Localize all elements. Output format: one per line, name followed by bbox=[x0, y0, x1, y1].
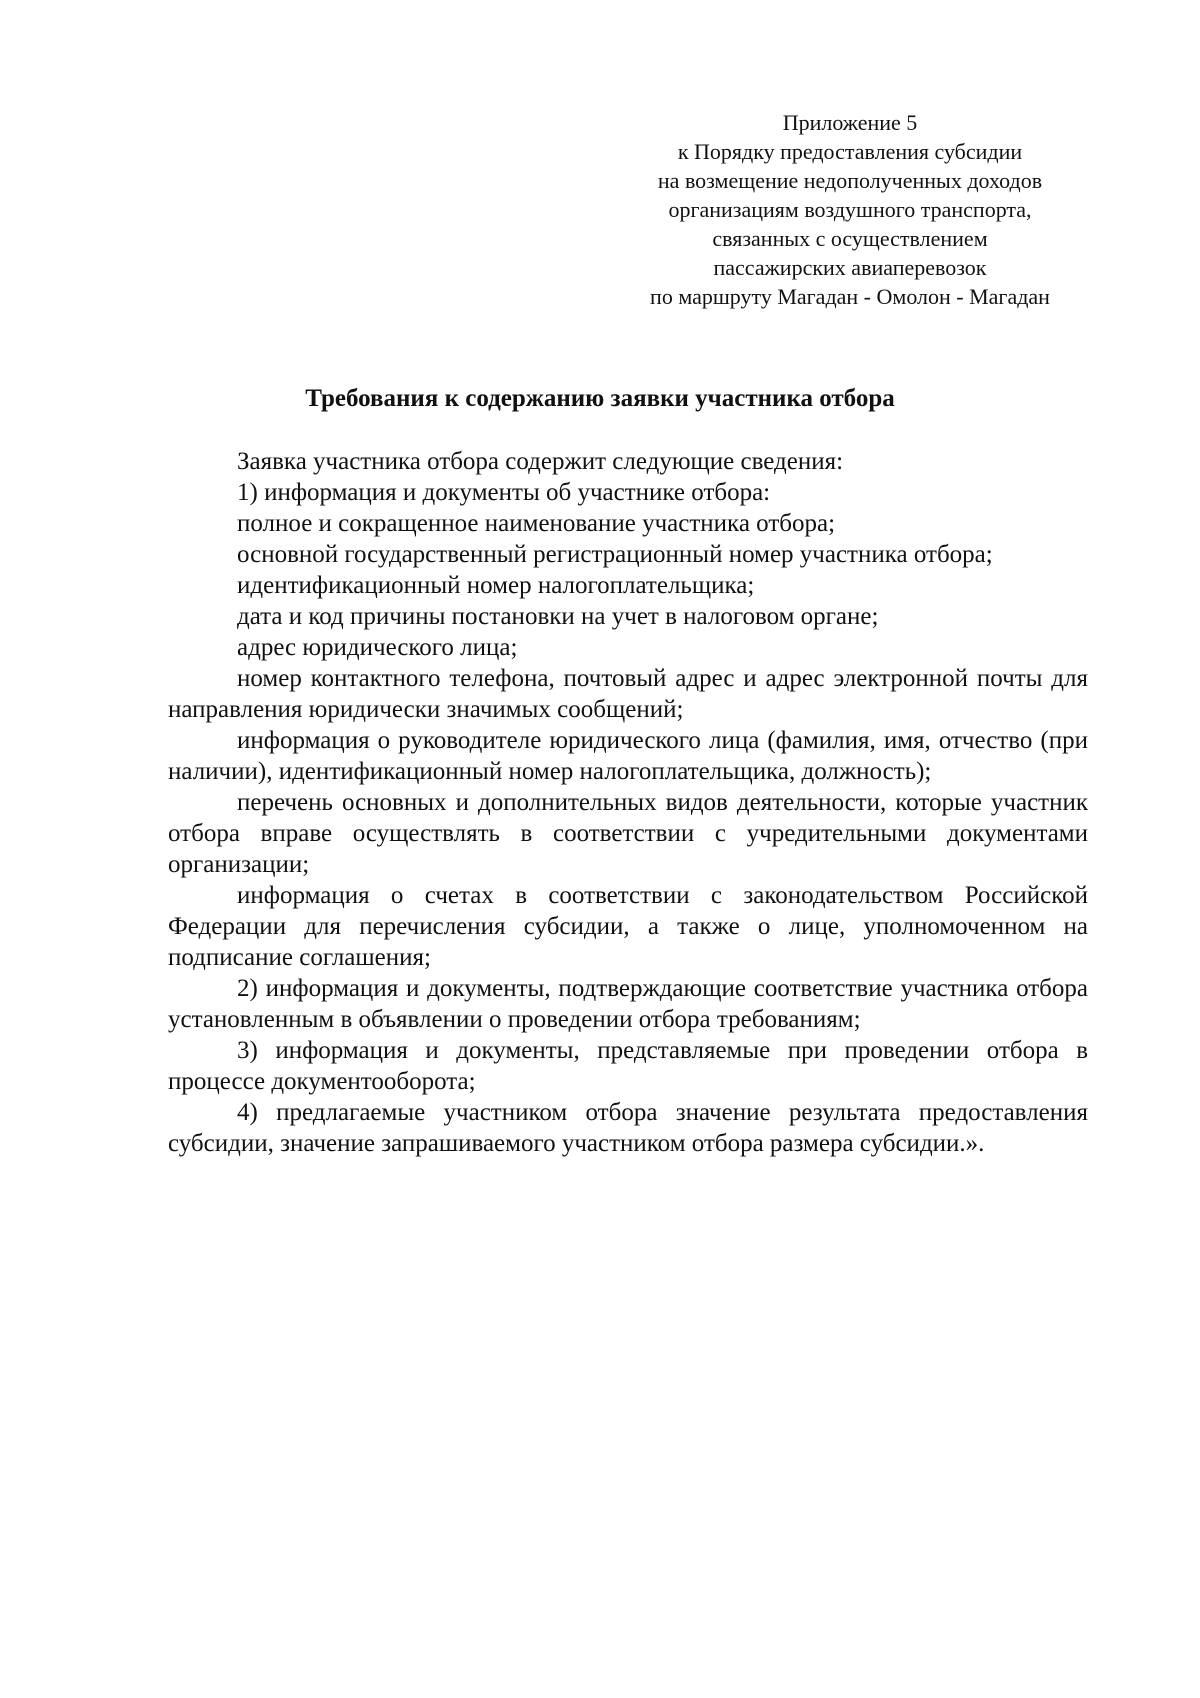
paragraph-activities: перечень основных и дополнительных видов деятельности, которые участник отбора вправе осуществлять в соответствии с учредительными документами организации; bbox=[168, 789, 1088, 878]
appendix-line: по маршруту Магадан - Омолон - Магадан bbox=[650, 284, 1050, 309]
paragraph-accounts: информация о счетах в соответствии с законодательством Российской Федерации для перечисления субсидии, а также о лице, уполномоченном на подписание соглашения; bbox=[168, 882, 1088, 971]
appendix-line: связанных с осуществлением bbox=[712, 226, 988, 251]
item-2-paragraph: 2) информация и документы, подтверждающие соответствие участника отбора установленным в объявлении о проведении отбора требованиям; bbox=[168, 975, 1088, 1033]
document-body bbox=[168, 446, 1088, 1159]
appendix-line: к Порядку предоставления субсидии bbox=[677, 139, 1023, 164]
item-1-line: идентификационный номер налогоплательщика; bbox=[237, 572, 755, 599]
intro-line: Заявка участника отбора содержит следующие сведения: bbox=[237, 448, 844, 475]
paragraph-contact: номер контактного телефона, почтовый адрес и адрес электронной почты для направления юридически значимых сообщений; bbox=[168, 665, 1088, 723]
item-1-line: основной государственный регистрационный номер участника отбора; bbox=[237, 541, 993, 568]
item-3-paragraph: 3) информация и документы, представляемые при проведении отбора в процессе документооборота; bbox=[168, 1037, 1088, 1095]
item-1-heading: 1) информация и документы об участнике отбора: bbox=[237, 479, 771, 506]
appendix-line: пассажирских авиаперевозок bbox=[713, 255, 987, 280]
appendix-line: на возмещение недополученных доходов bbox=[657, 168, 1043, 193]
appendix-line: Приложение 5 bbox=[782, 110, 918, 135]
document-title: Требования к содержанию заявки участника отбора bbox=[305, 385, 895, 412]
paragraph-head-info: информация о руководителе юридического лица (фамилия, имя, отчество (при наличии), идентификационный номер налогоплательщика, должность); bbox=[168, 727, 1088, 785]
appendix-line: организациям воздушного транспорта, bbox=[668, 197, 1032, 222]
item-4-paragraph: 4) предлагаемые участником отбора значение результата предоставления субсидии, значение запрашиваемого участником отбора размера субсидии.». bbox=[168, 1099, 1088, 1157]
appendix-header bbox=[600, 108, 1100, 311]
item-1-line: дата и код причины постановки на учет в налоговом органе; bbox=[237, 603, 879, 630]
item-1-line: полное и сокращенное наименование участника отбора; bbox=[237, 510, 836, 537]
item-1-line: адрес юридического лица; bbox=[237, 634, 518, 661]
